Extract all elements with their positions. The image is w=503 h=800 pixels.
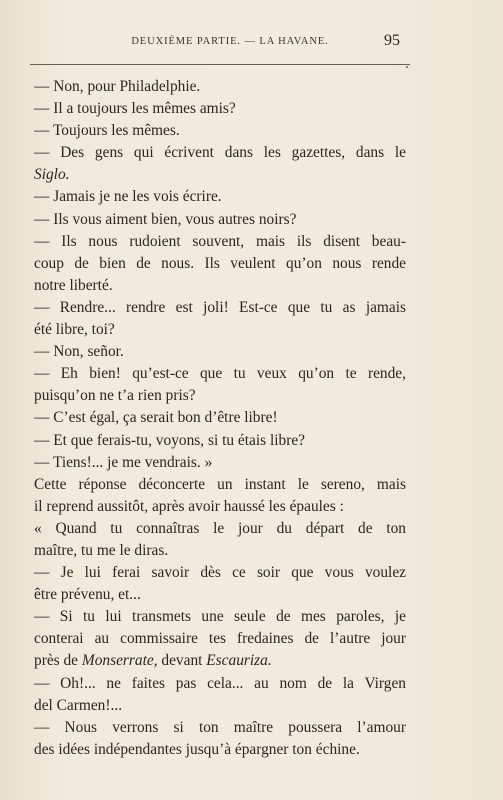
text-line: — Il a toujours les mêmes amis? xyxy=(34,100,236,118)
text-line: — Je lui ferai savoir dès ce soir que vous voulez xyxy=(34,564,406,582)
text-line: — Eh bien! qu’est-ce que tu veux qu’on te rende, xyxy=(34,365,406,383)
text-line: il reprend aussitôt, après avoir haussé les épaules : xyxy=(34,497,344,515)
text-segment: près de xyxy=(34,652,82,670)
text-line: notre liberté. xyxy=(34,276,113,294)
running-head: DEUXIÈME PARTIE. — LA HAVANE. xyxy=(131,36,329,47)
text-line: del Carmen!... xyxy=(34,696,123,714)
text-line xyxy=(34,650,406,672)
text-line: — Nous verrons si ton maître poussera l’amour xyxy=(34,718,406,736)
text-line: « Quand tu connaîtras le jour du départ de ton xyxy=(34,519,406,537)
text-line: Siglo. xyxy=(34,166,70,184)
text-segment: devant xyxy=(157,652,207,670)
text-line: — Ils nous rudoient souvent, mais ils disent beau- xyxy=(34,232,406,250)
text-line: — Tiens!... je me vendrais. » xyxy=(34,453,213,471)
header-rule xyxy=(30,64,410,65)
page-header xyxy=(0,32,503,56)
text-line: — Toujours les mêmes. xyxy=(34,122,180,140)
italic-name: Escauriza. xyxy=(206,652,272,670)
text-line: — Jamais je ne les vois écrire. xyxy=(34,188,222,206)
text-line: conterai au commissaire tes fredaines de l’autre jour xyxy=(34,630,406,648)
text-line: — Non, señor. xyxy=(34,343,124,361)
text-line: — C’est égal, ça serait bon d’être libre! xyxy=(34,409,278,427)
text-line: puisqu’on ne t’a rien pris? xyxy=(34,387,196,405)
italic-name: Monserrate, xyxy=(81,652,158,670)
text-line: — Oh!... ne faites pas cela... au nom de la Virgen xyxy=(34,674,406,692)
text-line: — Et que ferais-tu, voyons, si tu étais libre? xyxy=(34,431,305,449)
text-line: Cette réponse déconcerte un instant le sereno, mais xyxy=(34,475,406,493)
text-line: — Des gens qui écrivent dans les gazettes, dans le xyxy=(34,144,406,162)
text-line: — Ils vous aiment bien, vous autres noirs? xyxy=(34,210,297,228)
text-line: été libre, toi? xyxy=(34,321,115,339)
text-line: — Non, pour Philadelphie. xyxy=(34,78,201,95)
header-rule-ornament xyxy=(406,66,408,68)
page-number: 95 xyxy=(384,32,400,49)
text-line: — Si tu lui transmets une seule de mes paroles, je xyxy=(34,608,406,626)
text-line: être prévenu, et... xyxy=(34,586,141,604)
text-line: des idées indépendantes jusqu’à épargner ton échine. xyxy=(34,740,360,758)
text-line: maître, tu me le diras. xyxy=(34,541,169,559)
text-line: coup de bien de nous. Ils veulent qu’on nous rende xyxy=(34,254,406,272)
text-line: — Rendre... rendre est joli! Est-ce que tu as jamais xyxy=(34,298,406,316)
body-text xyxy=(34,76,406,761)
